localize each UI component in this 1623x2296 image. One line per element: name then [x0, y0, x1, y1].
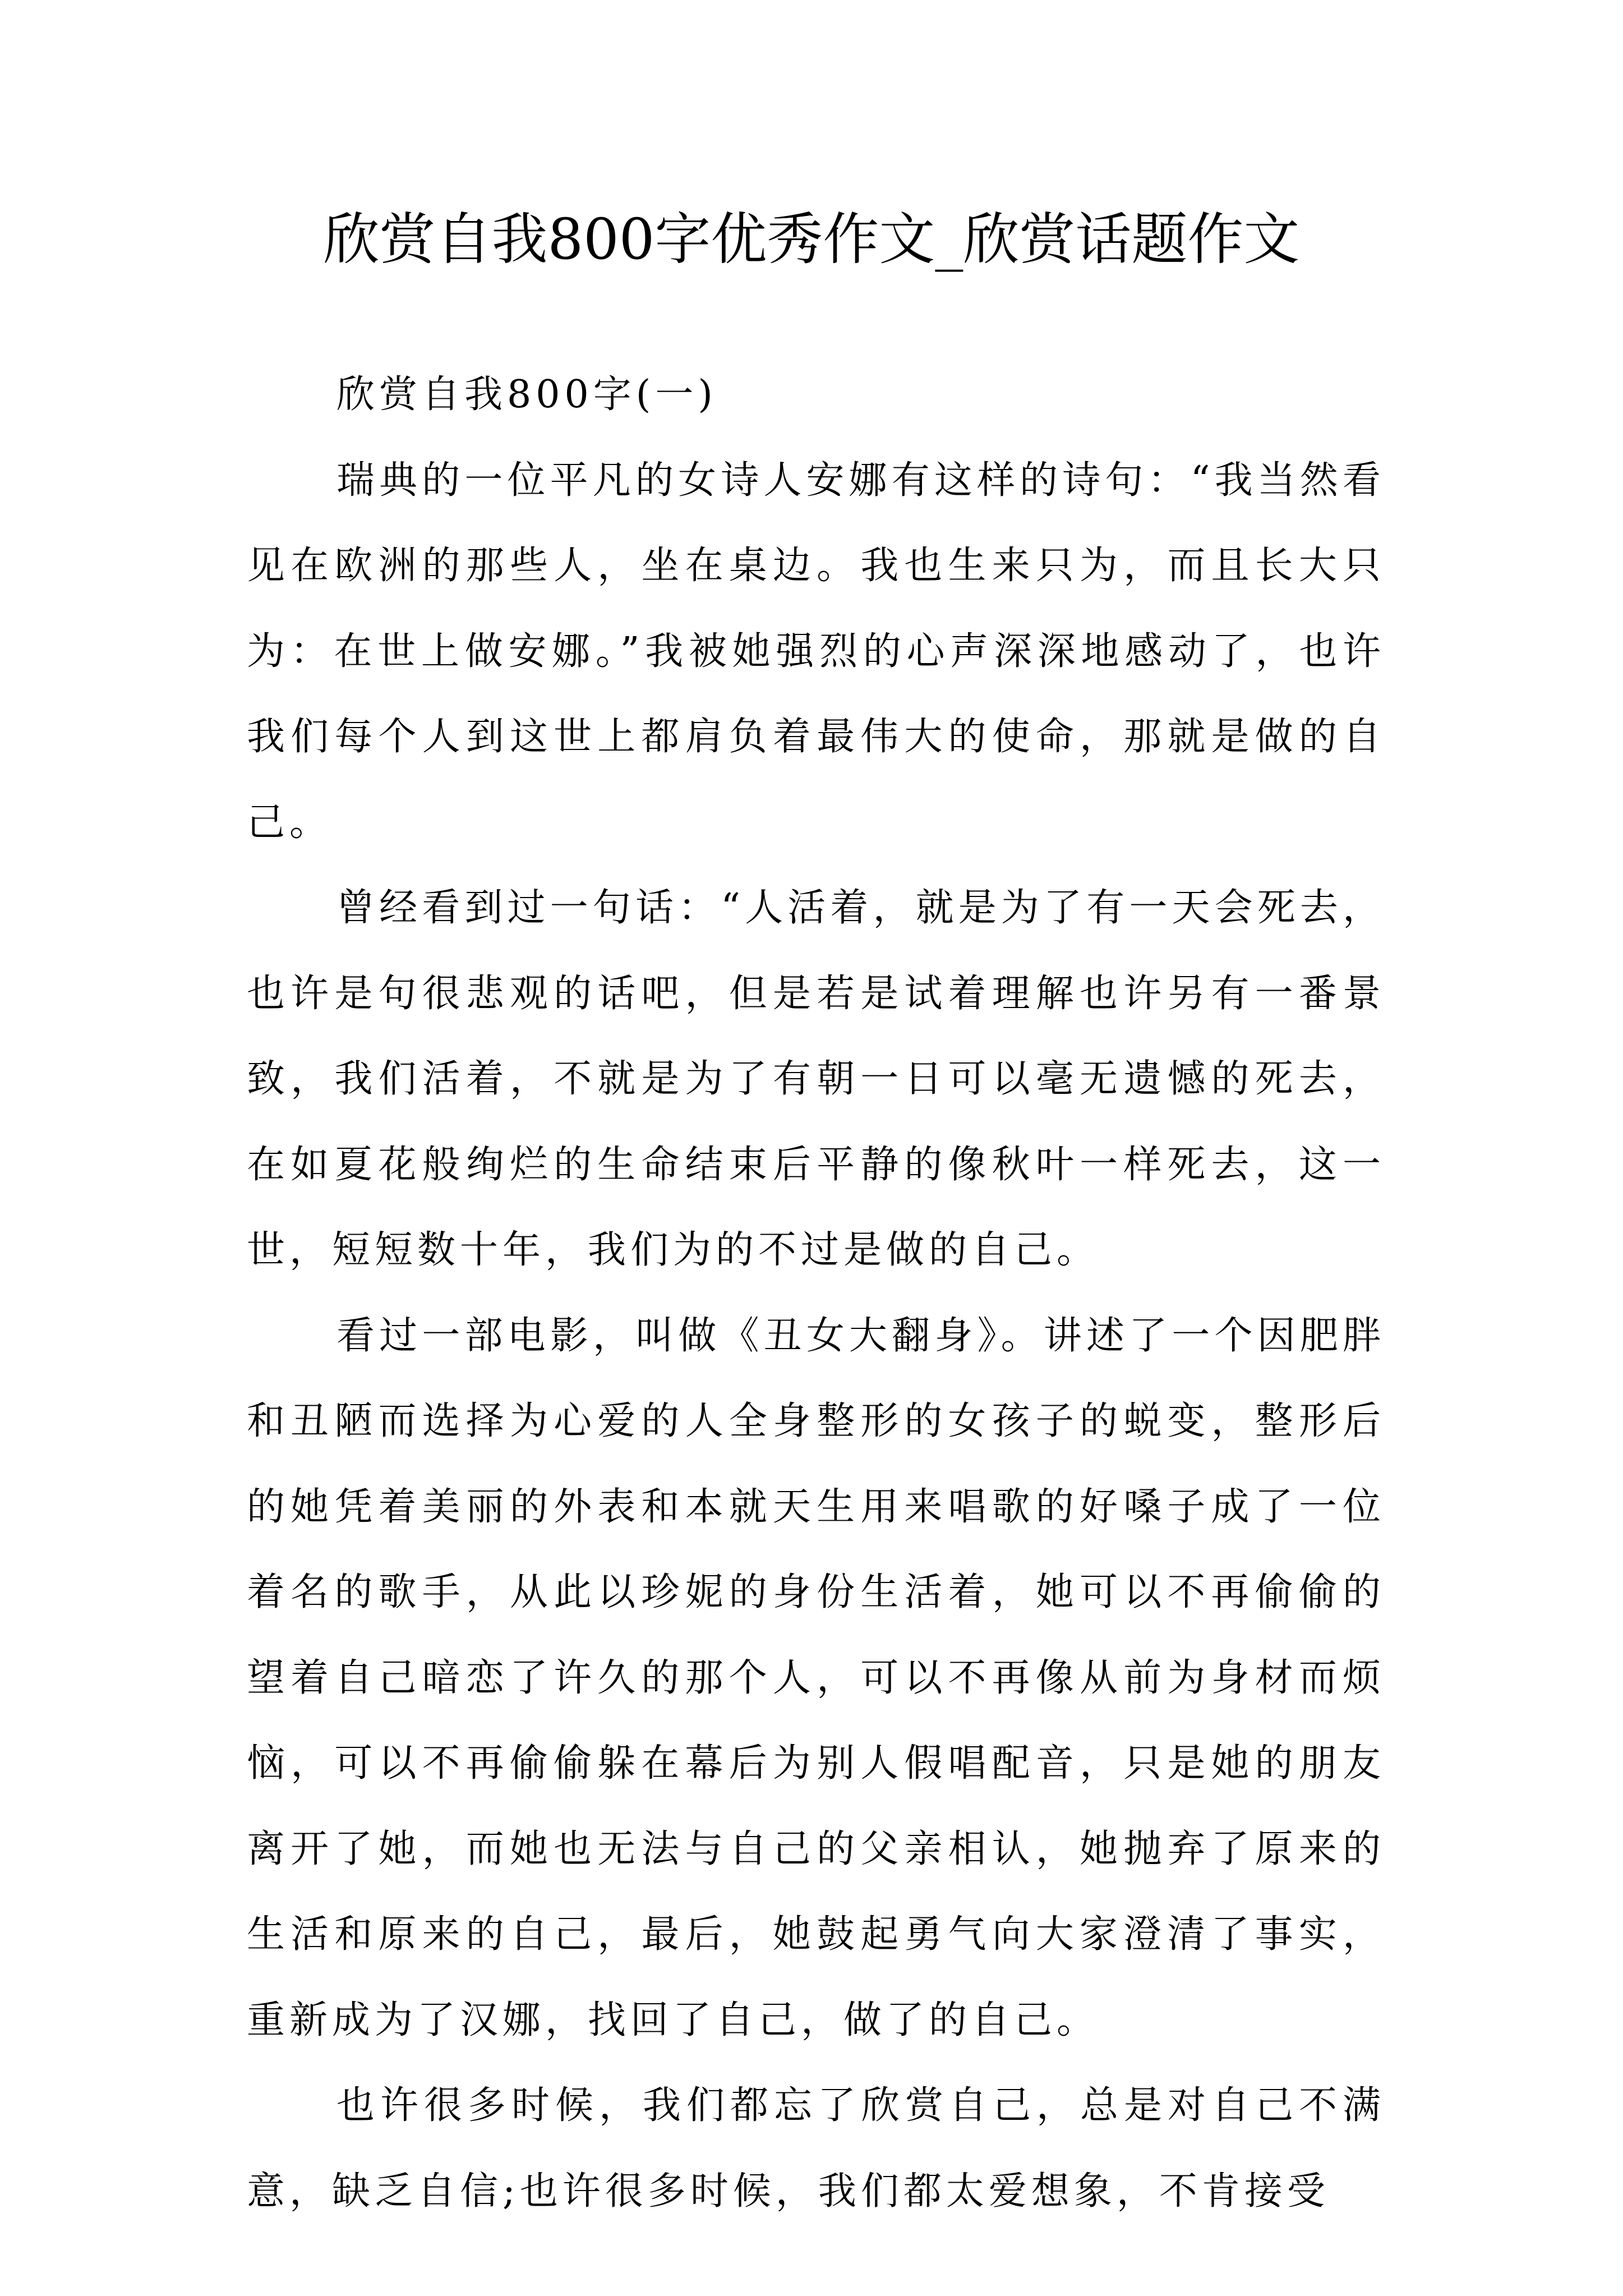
- document-title: 欣赏自我800字优秀作文_欣赏话题作文: [323, 206, 1300, 272]
- section-heading: 欣赏自我800字(一): [336, 372, 717, 417]
- paragraph-3: 看过一部电影，叫做《丑女大翻身》。讲述了一个因肥胖和丑陋而选择为心爱的人全身整形的女孩子的蜕变，整形后的她凭着美丽的外表和本就天生用来唱歌的好嗓子成了一位着名的歌手，从此以珍妮的身份生活着，她可以不再偷偷的望着自己暗恋了许久的那个人，可以不再像从前为身材而烦恼，可以不再偷偷躲在幕后为别人假唱配音，只是她的朋友离开了她，而她也无法与自己的父亲相认，她抛弃了原来的生活和原来的自己，最后，她鼓起勇气向大家澄清了事实，重新成为了汉娜，找回了自己，做了的自己。: [247, 1313, 1385, 2042]
- paragraph-2: 曾经看到过一句话：“人活着，就是为了有一天会死去，也许是句很悲观的话吧，但是若是试着理解也许另有一番景致，我们活着，不就是为了有朝一日可以毫无遗憾的死去，在如夏花般绚烂的生命结束后平静的像秋叶一样死去，这一世，短短数十年，我们为的不过是做的自己。: [247, 886, 1385, 1272]
- paragraph-4: 也许很多时候，我们都忘了欣赏自己，总是对自己不满意，缺乏自信;也许很多时候，我们都太爱想象，不肯接受: [247, 2083, 1385, 2214]
- document-body: [247, 352, 1385, 2234]
- paragraph-1: 瑞典的一位平凡的女诗人安娜有这样的诗句：“我当然看见在欧洲的那些人，坐在桌边。我也生来只为，而且长大只为：在世上做安娜。”我被她强烈的心声深深地感动了，也许我们每个人到这世上都肩负着最伟大的使命，那就是做的自己。: [247, 458, 1385, 845]
